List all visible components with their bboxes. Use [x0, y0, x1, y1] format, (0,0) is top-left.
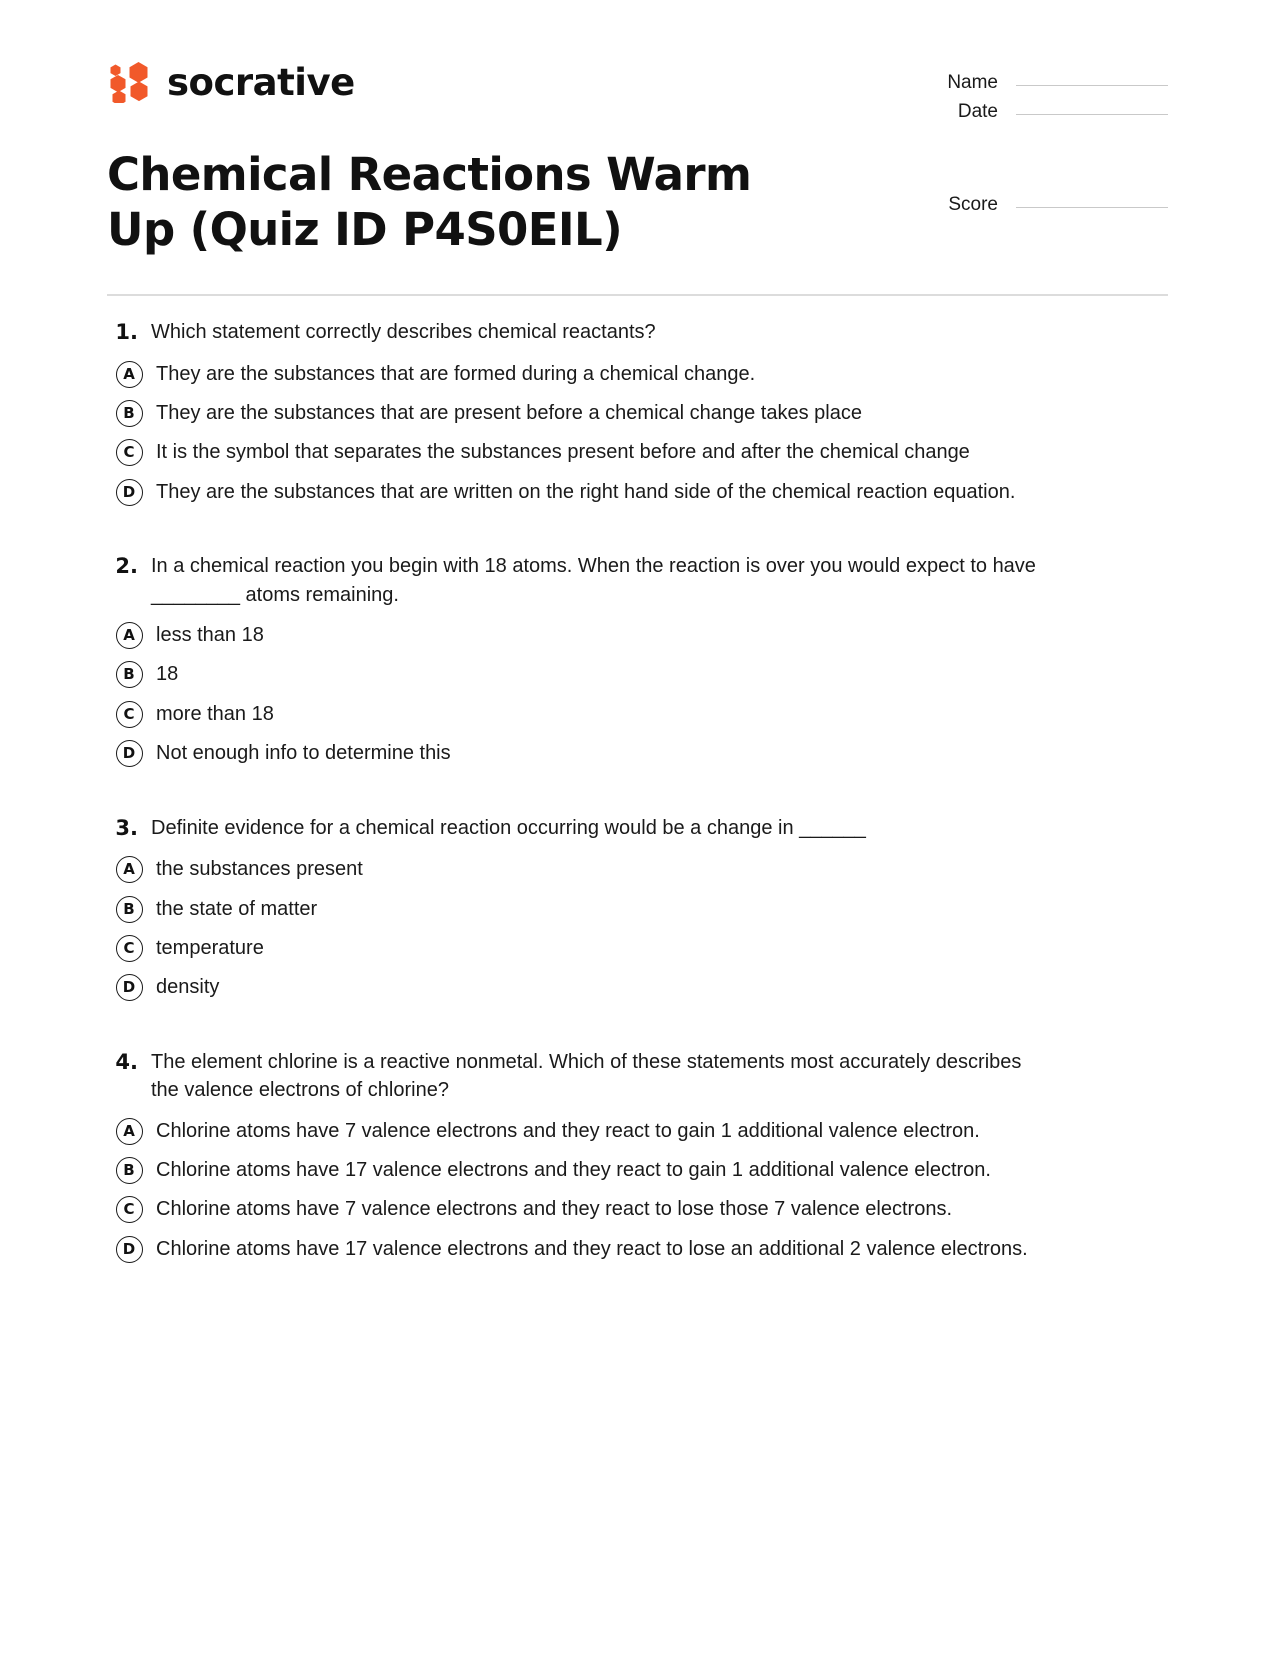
question-4-option-b[interactable] — [107, 1156, 1168, 1184]
option-letter-c: C — [116, 701, 143, 728]
option-bubble-d[interactable] — [107, 973, 151, 1001]
option-text-b: They are the substances that are present before a chemical change takes place — [156, 401, 862, 424]
question-3-option-a[interactable] — [107, 855, 1168, 883]
date-label: Date — [957, 101, 998, 122]
option-letter-a: A — [116, 856, 143, 883]
option-bubble-d[interactable] — [107, 739, 151, 767]
score-write-in-line[interactable] — [1016, 207, 1168, 208]
question-3-option-c[interactable] — [107, 934, 1168, 962]
option-text-a: Chlorine atoms have 7 valence electrons and they react to gain 1 additional valence electron. — [156, 1119, 980, 1142]
question-1 — [107, 318, 1168, 506]
question-2 — [107, 552, 1168, 767]
option-text-a: less than 18 — [156, 623, 264, 646]
name-label: Name — [947, 72, 998, 93]
option-bubble-d[interactable] — [107, 1235, 151, 1263]
question-1-option-d[interactable] — [107, 478, 1168, 506]
option-letter-d: D — [116, 740, 143, 767]
option-letter-b: B — [116, 661, 143, 688]
question-3-options — [107, 855, 1168, 1002]
question-2-option-b[interactable] — [107, 660, 1168, 688]
score-label: Score — [948, 194, 998, 215]
date-write-in-line[interactable] — [1016, 114, 1168, 115]
option-letter-d: D — [116, 1236, 143, 1263]
date-field-row — [908, 101, 1168, 123]
option-bubble-b[interactable] — [107, 399, 151, 427]
question-4-head — [107, 1048, 1168, 1105]
question-4-text: The element chlorine is a reactive nonmetal. Which of these statements most accurately describes the valence electrons of chlorine? — [151, 1050, 1022, 1102]
option-letter-d: D — [116, 479, 143, 506]
option-letter-b: B — [116, 1157, 143, 1184]
page-header — [0, 0, 1275, 258]
option-text-c: Chlorine atoms have 7 valence electrons and they react to lose those 7 valence electrons. — [156, 1198, 953, 1221]
question-1-number: 1. — [115, 319, 138, 344]
option-bubble-d[interactable] — [107, 478, 151, 506]
option-text-a: They are the substances that are formed during a chemical change. — [156, 362, 756, 385]
question-4-option-c[interactable] — [107, 1195, 1168, 1223]
question-4-option-d[interactable] — [107, 1235, 1168, 1263]
option-bubble-b[interactable] — [107, 660, 151, 688]
question-1-options — [107, 360, 1168, 507]
option-bubble-b[interactable] — [107, 895, 151, 923]
question-3-head — [107, 814, 1168, 844]
socrative-wordmark: socrative — [167, 60, 355, 104]
question-3-text: Definite evidence for a chemical reaction occurring would be a change in ______ — [151, 816, 866, 839]
option-text-c: It is the symbol that separates the substances present before and after the chemical change — [156, 441, 970, 464]
option-letter-b: B — [116, 400, 143, 427]
question-2-option-c[interactable] — [107, 700, 1168, 728]
option-letter-c: C — [116, 935, 143, 962]
meta-spacer — [908, 130, 1168, 194]
option-text-d: density — [156, 976, 220, 999]
option-bubble-a[interactable] — [107, 621, 151, 649]
option-text-d: They are the substances that are written on the right hand side of the chemical reaction equation. — [156, 480, 1016, 503]
option-letter-a: A — [116, 1118, 143, 1145]
option-bubble-b[interactable] — [107, 1156, 151, 1184]
socrative-logo — [107, 58, 355, 106]
question-2-text: In a chemical reaction you begin with 18 atoms. When the reaction is over you would expect to have ________ atoms remaining. — [151, 555, 1036, 606]
page-title: Chemical Reactions Warm Up (Quiz ID P4S0EIL) — [107, 148, 752, 256]
question-3 — [107, 814, 1168, 1002]
question-2-options — [107, 621, 1168, 768]
option-text-b: Chlorine atoms have 17 valence electrons and they react to gain 1 additional valence electron. — [156, 1159, 991, 1182]
option-letter-c: C — [116, 1196, 143, 1223]
option-bubble-a[interactable] — [107, 1117, 151, 1145]
option-bubble-c[interactable] — [107, 1195, 151, 1223]
option-letter-c: C — [116, 439, 143, 466]
question-2-number: 2. — [115, 554, 138, 579]
option-bubble-a[interactable] — [107, 855, 151, 883]
option-text-a: the substances present — [156, 858, 363, 881]
question-4-options — [107, 1117, 1168, 1264]
question-4-number: 4. — [115, 1049, 138, 1074]
option-text-c: temperature — [156, 937, 264, 960]
option-bubble-c[interactable] — [107, 700, 151, 728]
option-bubble-a[interactable] — [107, 360, 151, 388]
question-2-option-d[interactable] — [107, 739, 1168, 767]
name-write-in-line[interactable] — [1016, 85, 1168, 86]
option-letter-a: A — [116, 361, 143, 388]
option-text-c: more than 18 — [156, 702, 274, 725]
question-1-text: Which statement correctly describes chemical reactants? — [151, 320, 656, 343]
option-text-b: the state of matter — [156, 897, 318, 920]
student-info-block — [908, 72, 1168, 223]
question-2-option-a[interactable] — [107, 621, 1168, 649]
option-text-d: Not enough info to determine this — [156, 742, 451, 765]
question-1-option-c[interactable] — [107, 438, 1168, 466]
option-text-d: Chlorine atoms have 17 valence electrons and they react to lose an additional 2 valence electrons. — [156, 1237, 1028, 1260]
question-3-option-b[interactable] — [107, 895, 1168, 923]
option-letter-a: A — [116, 622, 143, 649]
question-1-head — [107, 318, 1168, 348]
question-4-option-a[interactable] — [107, 1117, 1168, 1145]
option-letter-b: B — [116, 896, 143, 923]
option-bubble-c[interactable] — [107, 438, 151, 466]
score-field-row — [908, 194, 1168, 216]
socrative-hexagon-logo-icon — [107, 61, 153, 103]
questions-list — [0, 296, 1275, 1263]
option-text-b: 18 — [156, 663, 179, 686]
option-bubble-c[interactable] — [107, 934, 151, 962]
question-3-number: 3. — [115, 815, 138, 840]
option-letter-d: D — [116, 974, 143, 1001]
question-3-option-d[interactable] — [107, 973, 1168, 1001]
question-2-head — [107, 552, 1168, 609]
question-1-option-a[interactable] — [107, 360, 1168, 388]
name-field-row — [908, 72, 1168, 94]
question-4 — [107, 1048, 1168, 1263]
question-1-option-b[interactable] — [107, 399, 1168, 427]
